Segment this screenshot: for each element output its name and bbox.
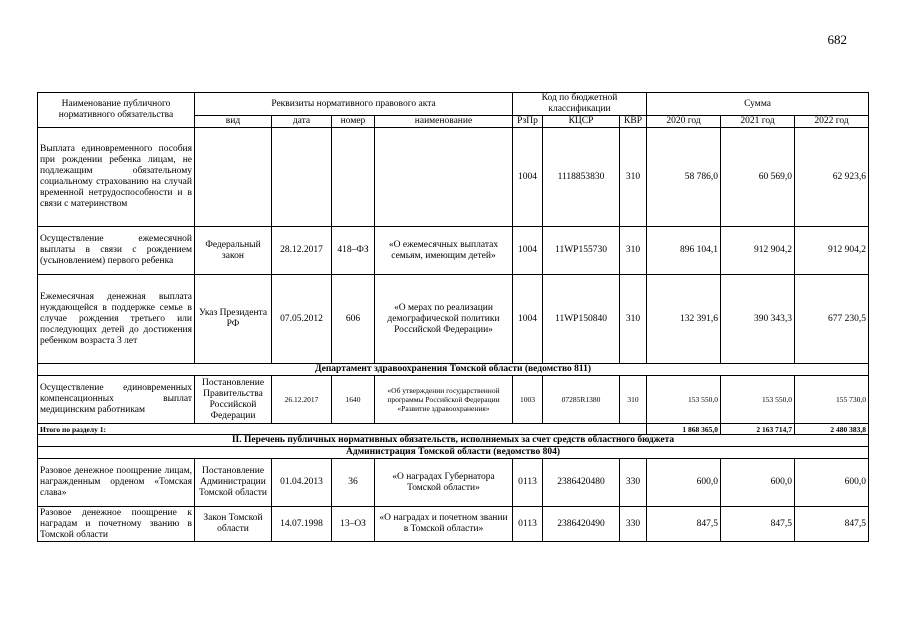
row-name: Разовое денежное поощрение лицам, награжденным орденом «Томская слава» (38, 459, 195, 507)
row-name: Выплата единовременного пособия при рождении ребенка лицам, не подлежащим обязательному социальному страхованию на случай временной нетрудоспособности и в связи с материнством (38, 128, 195, 227)
row-kvr: 330 (620, 507, 647, 542)
row-type: Постановление Администрации Томской области (195, 459, 272, 507)
section-title: II. Перечень публичных нормативных обязательств, исполняемых за счет средств областного бюджета (38, 435, 869, 447)
header-title: наименование (375, 116, 513, 128)
table-row (38, 507, 869, 542)
row-rzpr: 0113 (513, 507, 543, 542)
row-kvr: 310 (620, 376, 647, 424)
row-2020: 153 550,0 (647, 376, 721, 424)
row-name: Осуществление единовременных компенсационных выплат медицинским работникам (38, 376, 195, 424)
row-name: Разовое денежное поощрение к наградам и почетному званию в Томской области (38, 507, 195, 542)
row-type: Постановление Правительства Российской Федерации (195, 376, 272, 424)
total-row (38, 424, 869, 435)
table-row (38, 227, 869, 275)
row-type (195, 128, 272, 227)
department-title: Департамент здравоохранения Томской области (ведомство 811) (38, 364, 869, 376)
department-row (38, 447, 869, 459)
row-date: 07.05.2012 (272, 275, 332, 364)
row-2022: 155 730,0 (795, 376, 869, 424)
department-title: Администрация Томской области (ведомство 804) (38, 447, 869, 459)
row-date: 14.07.1998 (272, 507, 332, 542)
row-2021: 390 343,3 (721, 275, 795, 364)
row-rzpr: 1004 (513, 128, 543, 227)
row-rzpr: 1003 (513, 376, 543, 424)
row-kcsr: 11WP150840 (543, 275, 620, 364)
row-date: 01.04.2013 (272, 459, 332, 507)
table-row (38, 459, 869, 507)
row-kvr: 330 (620, 459, 647, 507)
row-type: Указ Президента РФ (195, 275, 272, 364)
row-number: 13–ОЗ (332, 507, 375, 542)
header-code: Код по бюджетной классификации (513, 93, 647, 116)
row-kcsr: 11WP155730 (543, 227, 620, 275)
row-number: 418–ФЗ (332, 227, 375, 275)
row-2021: 847,5 (721, 507, 795, 542)
obligations-table (37, 92, 869, 542)
row-2020: 847,5 (647, 507, 721, 542)
row-title: «Об утверждении государственной программы Российской Федерации «Развитие здравоохранения» (375, 376, 513, 424)
header-act: Реквизиты нормативного правового акта (195, 93, 513, 116)
total-2022: 2 480 383,8 (795, 424, 869, 435)
row-date: 26.12.2017 (272, 376, 332, 424)
header-number: номер (332, 116, 375, 128)
page-number: 682 (827, 32, 847, 47)
row-2022: 677 230,5 (795, 275, 869, 364)
row-number: 606 (332, 275, 375, 364)
table-row (38, 275, 869, 364)
row-2021: 600,0 (721, 459, 795, 507)
total-2020: 1 868 365,0 (647, 424, 721, 435)
row-type: Федеральный закон (195, 227, 272, 275)
section-row (38, 435, 869, 447)
row-title: «О мерах по реализации демографической политики Российской Федерации» (375, 275, 513, 364)
total-2021: 2 163 714,7 (721, 424, 795, 435)
header-name: Наименование публичного нормативного обязательства (38, 93, 195, 128)
row-2021: 153 550,0 (721, 376, 795, 424)
row-kvr: 310 (620, 227, 647, 275)
row-2021: 60 569,0 (721, 128, 795, 227)
row-kcsr: 1118853830 (543, 128, 620, 227)
row-2022: 62 923,6 (795, 128, 869, 227)
header-sum: Сумма (647, 93, 869, 116)
header-kcsr: КЦСР (543, 116, 620, 128)
row-number: 36 (332, 459, 375, 507)
row-name: Ежемесячная денежная выплата нуждающейся в поддержке семье в случае рождения третьего или последующих детей до достижения ребенком возраста 3 лет (38, 275, 195, 364)
row-number (332, 128, 375, 227)
row-rzpr: 0113 (513, 459, 543, 507)
row-2020: 600,0 (647, 459, 721, 507)
header-kvr: КВР (620, 116, 647, 128)
table-row (38, 376, 869, 424)
table-row (38, 128, 869, 227)
header-2020: 2020 год (647, 116, 721, 128)
row-number: 1640 (332, 376, 375, 424)
row-kcsr: 2386420490 (543, 507, 620, 542)
row-date (272, 128, 332, 227)
row-kvr: 310 (620, 275, 647, 364)
row-2020: 132 391,6 (647, 275, 721, 364)
row-2020: 896 104,1 (647, 227, 721, 275)
row-title: «О наградах Губернатора Томской области» (375, 459, 513, 507)
row-date: 28.12.2017 (272, 227, 332, 275)
row-title: «О ежемесячных выплатах семьям, имеющим детей» (375, 227, 513, 275)
row-type: Закон Томской области (195, 507, 272, 542)
header-rzpr: РзПр (513, 116, 543, 128)
row-kcsr: 07285R1380 (543, 376, 620, 424)
row-rzpr: 1004 (513, 275, 543, 364)
row-rzpr: 1004 (513, 227, 543, 275)
row-2022: 600,0 (795, 459, 869, 507)
row-title: «О наградах и почетном звании в Томской области» (375, 507, 513, 542)
department-row (38, 364, 869, 376)
row-kcsr: 2386420480 (543, 459, 620, 507)
row-2022: 847,5 (795, 507, 869, 542)
row-kvr: 310 (620, 128, 647, 227)
row-2022: 912 904,2 (795, 227, 869, 275)
header-2021: 2021 год (721, 116, 795, 128)
row-title (375, 128, 513, 227)
row-name: Осуществление ежемесячной выплаты в связи с рождением (усыновлением) первого ребенка (38, 227, 195, 275)
header-type: вид (195, 116, 272, 128)
total-label: Итого по разделу 1: (38, 424, 647, 435)
row-2021: 912 904,2 (721, 227, 795, 275)
header-date: дата (272, 116, 332, 128)
header-2022: 2022 год (795, 116, 869, 128)
row-2020: 58 786,0 (647, 128, 721, 227)
